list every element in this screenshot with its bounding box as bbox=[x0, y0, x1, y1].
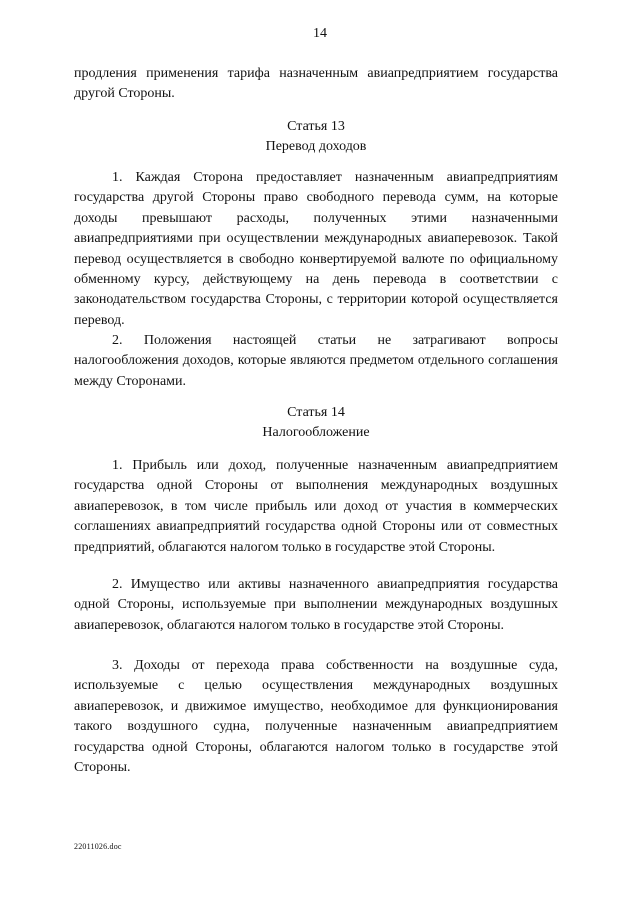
intro-paragraph: продления применения тарифа назначенным авиапредприятием государства другой Стороны. bbox=[74, 66, 558, 102]
article-13-paragraph-2: 2. Положения настоящей статьи не затрагивают вопросы налогообложения доходов, которые являются предметом отдельного соглашения между Сторонами. bbox=[74, 333, 558, 389]
article-14-subtitle: Налогообложение bbox=[262, 425, 370, 440]
page-number: 14 bbox=[313, 26, 327, 41]
article-13-paragraph-1: 1. Каждая Сторона предоставляет назначенным авиапредприятиям государства другой Стороны право свободного перевода сумм, на которые доходы превышают расходы, полученных этими назначенными авиапредприятиями при осуществлении международных авиаперевозок. Такой перевод осуществляется в свободно конвертируемой валюте по официальному обменному курсу, действующему на день перевода в соответствии с законодательством государства Стороны, с территории которой осуществляется перевод. bbox=[74, 170, 558, 328]
article-14-paragraph-1: 1. Прибыль или доход, полученные назначенным авиапредприятием государства одной Стороны от выполнения международных воздушных авиаперевозок, в том числе прибыль или доход от участия в коммерческих соглашениях авиапредприятий государства одной Стороны или от совместных предприятий, облагаются налогом только в государстве этой Стороны. bbox=[74, 458, 558, 555]
article-14-paragraph-3: 3. Доходы от перехода права собственности на воздушные суда, используемые с целью осуществления международных воздушных авиаперевозок, и движимое имущество, необходимое для функционирования такого воздушного судна, полученные назначенным авиапредприятием государства одной Стороны, облагаются налогом только в государстве этой Стороны. bbox=[74, 658, 558, 776]
article-13-subtitle: Перевод доходов bbox=[265, 139, 367, 154]
file-name-footer: 22011026.doc bbox=[74, 842, 122, 851]
article-14-paragraph-2: 2. Имущество или активы назначенного авиапредприятия государства одной Стороны, используемые при выполнении международных воздушных авиаперевозок, облагаются налогом только в государстве этой Стороны. bbox=[74, 577, 558, 633]
article-13-title: Статья 13 bbox=[287, 119, 345, 134]
article-14-title: Статья 14 bbox=[287, 405, 345, 420]
